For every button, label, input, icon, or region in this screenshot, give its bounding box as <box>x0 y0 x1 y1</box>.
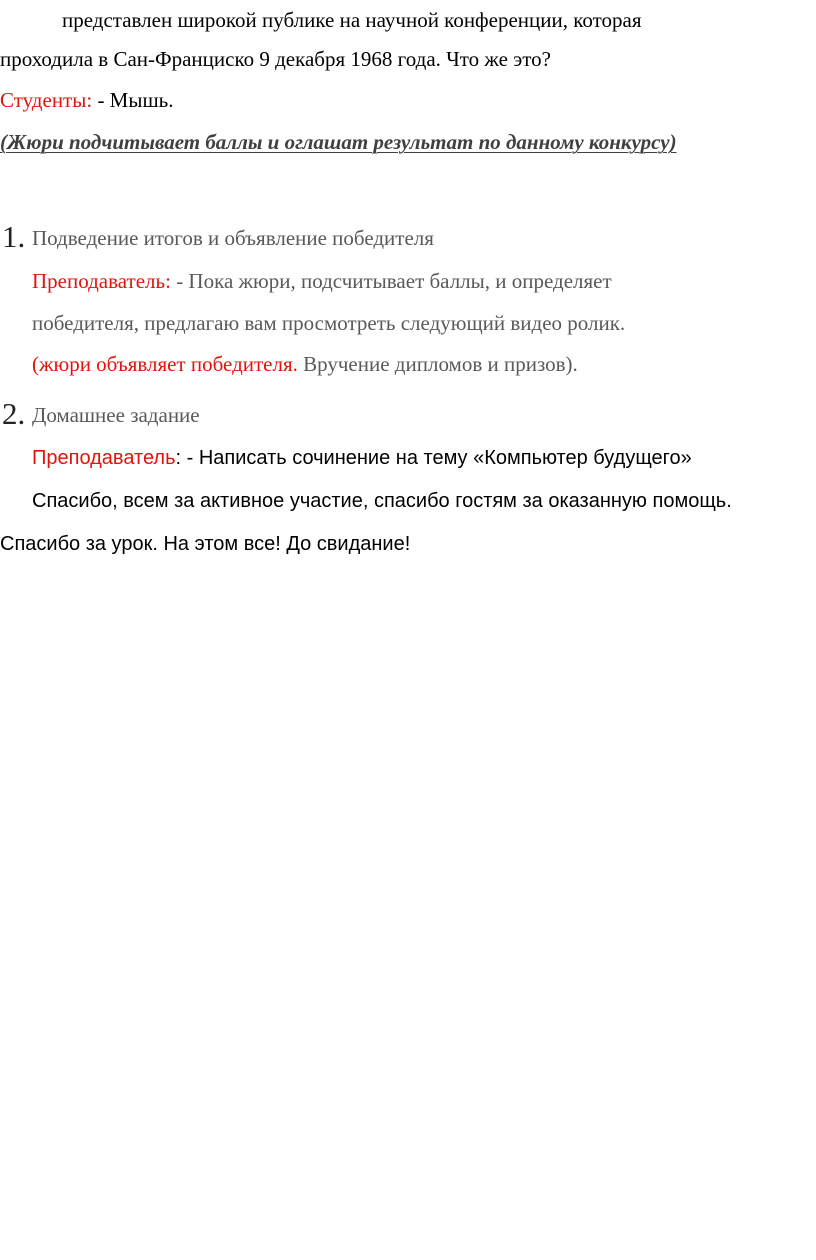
thanks-line-1 <box>32 488 732 514</box>
section-1-awards-text: Вручение дипломов и призов). <box>297 352 578 376</box>
section-1-heading-line <box>32 225 434 251</box>
thanks-line-2 <box>0 531 410 557</box>
section-2-teacher-text: : - Написать сочинение на тему «Компьютер будущего» <box>175 447 692 469</box>
section-2-heading-line <box>32 402 200 428</box>
jury-note: (Жюри подчитывает баллы и оглашат результат по данному конкурсу) <box>0 130 677 154</box>
section-1-teacher-line <box>32 268 612 294</box>
section-1-teacher-line-2 <box>32 310 625 336</box>
section-2-teacher-label: Преподаватель <box>32 447 176 469</box>
jury-note-line <box>0 129 677 155</box>
section-1-heading: Подведение итогов и объявление победителя <box>32 226 434 250</box>
section-1-number: 1. <box>2 219 26 254</box>
section-1-awards-line <box>32 351 578 377</box>
intro-text-2: проходила в Сан-Франциско 9 декабря 1968 года. Что же это? <box>0 47 551 71</box>
thanks-text-2: Спасибо за урок. На этом все! До свидание! <box>0 533 411 555</box>
section-1-teacher-label: Преподаватель: <box>32 269 171 293</box>
section-1-teacher-text-2: победителя, предлагаю вам просмотреть следующий видео ролик. <box>32 311 626 335</box>
students-answer: - Мышь. <box>92 88 174 112</box>
intro-text-1: представлен широкой публике на научной конференции, которая <box>62 8 642 32</box>
students-label: Студенты: <box>0 88 93 112</box>
intro-line-1 <box>62 7 642 33</box>
section-2-number: 2. <box>2 396 26 431</box>
section-1-jury-announce: (жюри объявляет победителя. <box>32 352 298 376</box>
section-2-teacher-line <box>32 445 692 471</box>
section-2-heading: Домашнее задание <box>32 403 200 427</box>
students-answer-line <box>0 87 173 113</box>
intro-line-2 <box>0 46 551 72</box>
thanks-text-1: Спасибо, всем за активное участие, спасибо гостям за оказанную помощь. <box>32 490 732 512</box>
section-1-teacher-text-1: - Пока жюри, подсчитывает баллы, и определяет <box>170 269 612 293</box>
